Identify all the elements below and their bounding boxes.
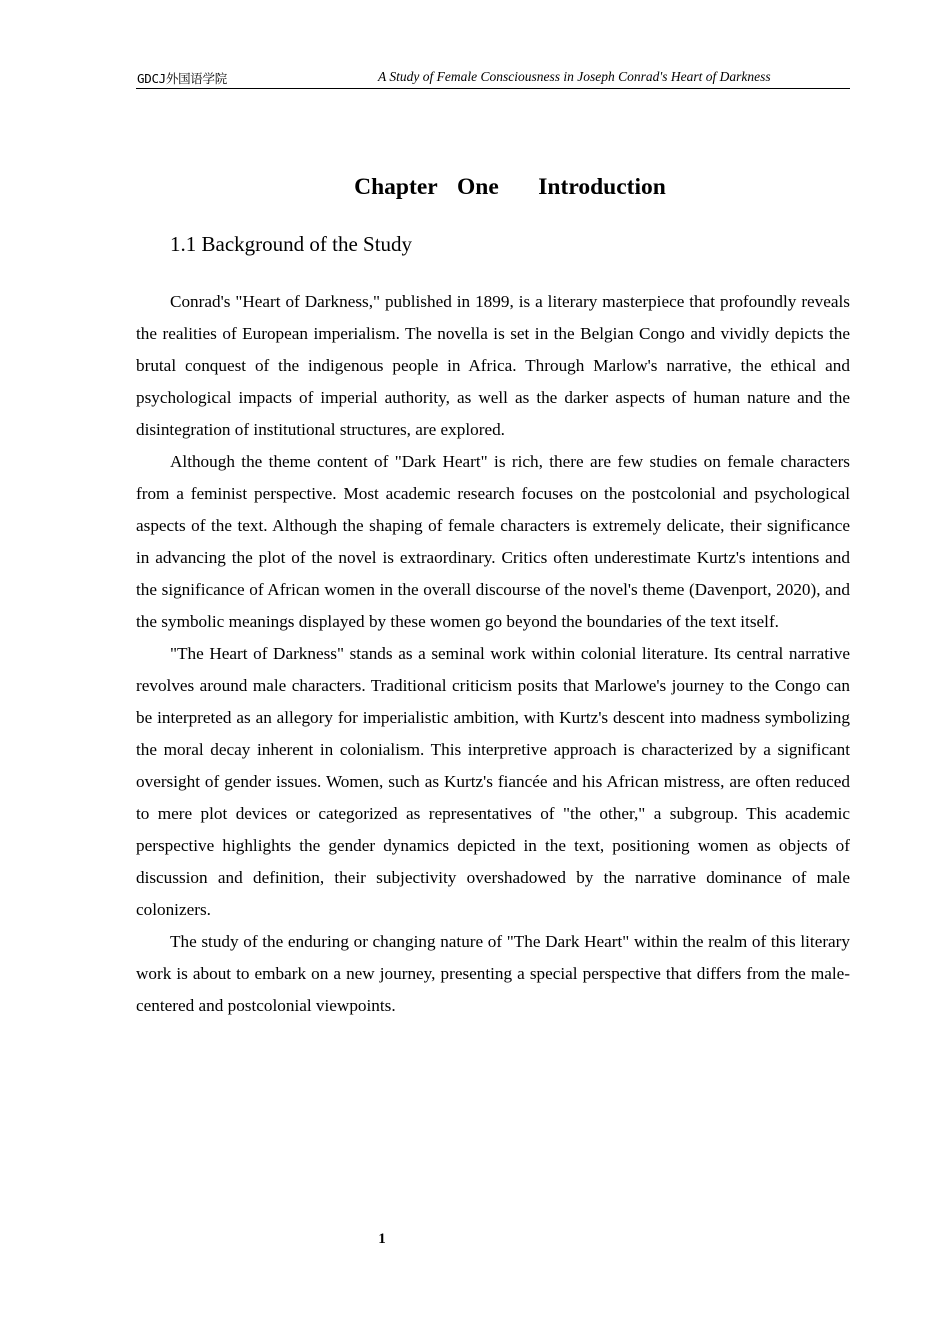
body-text xyxy=(136,286,850,1022)
paragraph: "The Heart of Darkness" stands as a seminal work within colonial literature. Its central narrative revolves around male characters. Traditional criticism posits that Marlowe's journey to the Congo can be interpreted as an allegory for imperialistic ambition, with Kurtz's descent into madness symbolizing the moral decay inherent in colonialism. This interpretive approach is characterized by a significant oversight of gender issues. Women, such as Kurtz's fiancée and his African mistress, are often reduced to mere plot devices or categorized as representatives of "the other," a subgroup. This academic perspective highlights the gender dynamics depicted in the text, positioning women as objects of discussion and definition, their subjectivity overshadowed by the narrative dominance of male colonizers. xyxy=(136,644,850,919)
paragraph: The study of the enduring or changing nature of "The Dark Heart" within the realm of this literary work is about to embark on a new journey, presenting a special perspective that differs from the male-centered and postcolonial viewpoints. xyxy=(136,932,850,1015)
page-number: 1 xyxy=(378,1231,386,1247)
page-header xyxy=(136,64,850,89)
header-thesis-title: A Study of Female Consciousness in Joseph Conrad's Heart of Darkness xyxy=(378,69,771,84)
paragraph: Although the theme content of "Dark Heart" is rich, there are few studies on female characters from a feminist perspective. Most academic research focuses on the postcolonial and psychological aspects of the text. Although the shaping of female characters is extremely delicate, their significance in advancing the plot of the novel is extraordinary. Critics often underestimate Kurtz's intentions and the significance of African women in the overall discourse of the novel's theme (Davenport, 2020), and the symbolic meanings displayed by these women go beyond the boundaries of the text itself. xyxy=(136,452,850,631)
paragraph: Conrad's "Heart of Darkness," published in 1899, is a literary masterpiece that profoundly reveals the realities of European imperialism. The novella is set in the Belgian Congo and vividly depicts the brutal conquest of the indigenous people in Africa. Through Marlow's narrative, the ethical and psychological impacts of imperial authority, as well as the darker aspects of human nature and the disintegration of institutional structures, are explored. xyxy=(136,292,850,439)
chapter-title: Chapter One Introduction xyxy=(354,174,666,200)
section-title: 1.1 Background of the Study xyxy=(170,232,413,256)
header-institution: GDCJ外国语学院 xyxy=(137,71,227,86)
